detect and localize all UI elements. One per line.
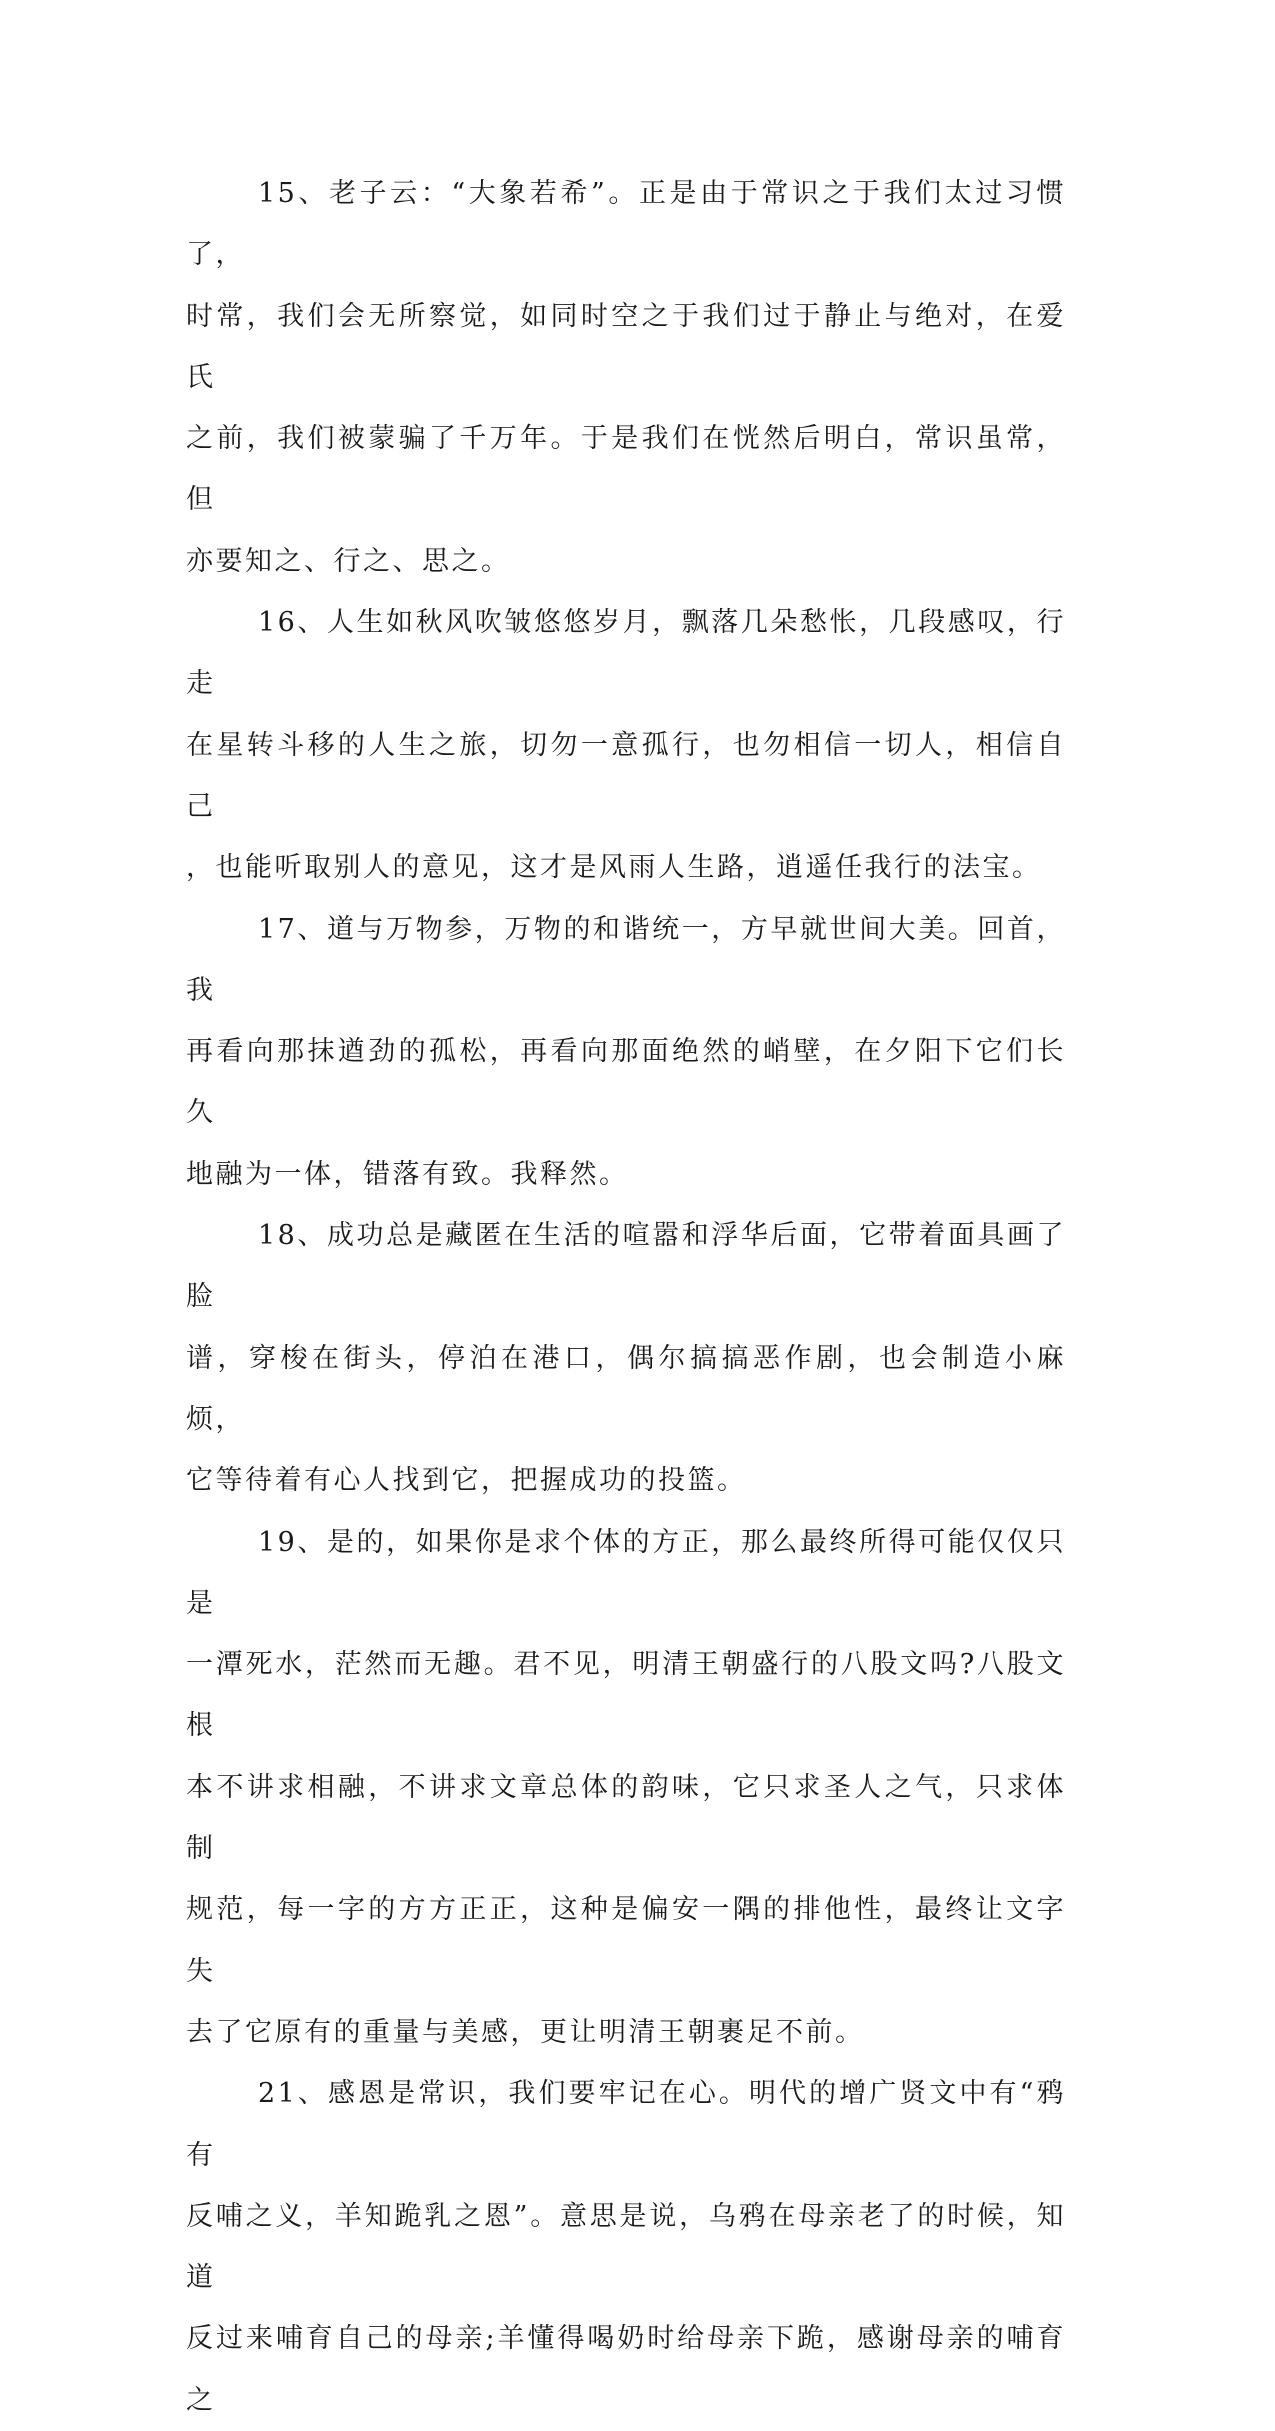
- paragraph-15: [186, 163, 1066, 592]
- paragraph-line: 18、成功总是藏匿在生活的喧嚣和浮华后面，它带着面具画了脸: [186, 1220, 1066, 1313]
- paragraph-line: 谱，穿梭在街头，停泊在港口，偶尔搞搞恶作剧，也会制造小麻烦，: [186, 1342, 1066, 1435]
- paragraph-line: 它等待着有心人找到它，把握成功的投篮。: [186, 1465, 747, 1497]
- paragraph-line: 16、人生如秋风吹皱悠悠岁月，飘落几朵愁怅，几段感叹，行走: [186, 607, 1066, 700]
- paragraph-19: [186, 1512, 1066, 2064]
- paragraph-line: 反哺之义，羊知跪乳之恩”。意思是说，乌鸦在母亲老了的时候，知道: [186, 2200, 1066, 2294]
- paragraph-line: 21、感恩是常识，我们要牢记在心。明代的增广贤文中有“鸦有: [186, 2078, 1066, 2171]
- paragraph-line: ，也能听取别人的意见，这才是风雨人生路，逍遥任我行的法宝。: [186, 852, 1042, 884]
- paragraph-16: [186, 592, 1066, 898]
- paragraph-line: 地融为一体，错落有致。我释然。: [186, 1158, 629, 1190]
- paragraph-line: 17、道与万物参，万物的和谐统一，方早就世间大美。回首，我: [186, 913, 1066, 1006]
- paragraph-line: 规范，每一字的方方正正，这种是偏安一隅的排他性，最终让文字失: [186, 1894, 1066, 1987]
- paragraph-line: 本不讲求相融，不讲求文章总体的韵味，它只求圣人之气，只求体制: [186, 1771, 1066, 1865]
- paragraph-line: 亦要知之、行之、思之。: [186, 545, 511, 577]
- paragraph-18: [186, 1205, 1066, 1511]
- paragraph-line: 之前，我们被蒙骗了千万年。于是我们在恍然后明白，常识虽常，但: [186, 423, 1066, 516]
- paragraph-21: [186, 2063, 1066, 2431]
- paragraph-line: 15、老子云：“大象若希”。正是由于常识之于我们太过习惯了，: [186, 178, 1066, 271]
- paragraph-line: 在星转斗移的人生之旅，切勿一意孤行，也勿相信一切人，相信自己: [186, 729, 1066, 822]
- paragraph-line: 再看向那抹遒劲的孤松，再看向那面绝然的峭壁，在夕阳下它们长久: [186, 1036, 1066, 1129]
- paragraph-line: 去了它原有的重量与美感，更让明清王朝裹足不前。: [186, 2016, 865, 2048]
- paragraph-line: 反过来哺育自己的母亲;羊懂得喝奶时给母亲下跪，感谢母亲的哺育之: [186, 2323, 1066, 2416]
- document-body: [186, 163, 1066, 2431]
- paragraph-17: [186, 899, 1066, 1205]
- paragraph-line: 时常，我们会无所察觉，如同时空之于我们过于静止与绝对，在爱氏: [186, 300, 1066, 393]
- paragraph-line: 一潭死水，茫然而无趣。君不见，明清王朝盛行的八股文吗?八股文根: [186, 1649, 1066, 1742]
- paragraph-line: 19、是的，如果你是求个体的方正，那么最终所得可能仅仅只是: [186, 1526, 1066, 1619]
